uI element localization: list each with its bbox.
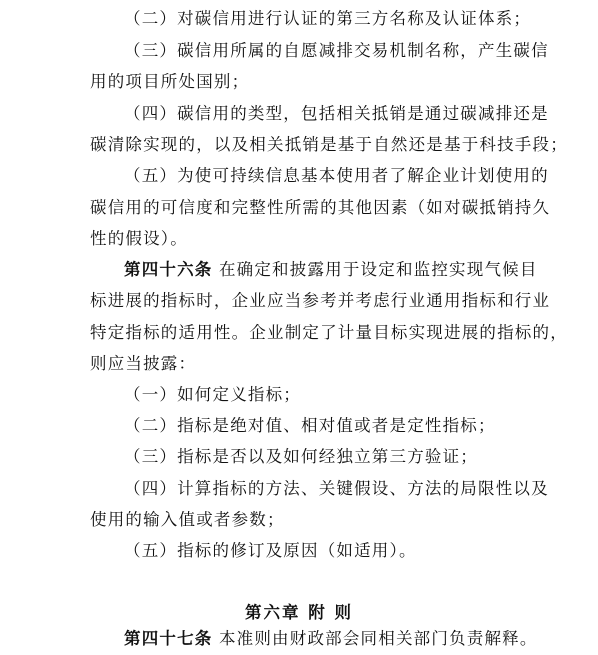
paragraph-line: 特定指标的适用性。企业制定了计量目标实现进展的指标的， [90, 323, 568, 342]
article-47-text: 本准则由财政部会同相关部门负责解释。 [212, 629, 538, 648]
list-item-continuation: 使用的输入值或者参数； [90, 510, 285, 529]
article-47-line [0, 627, 598, 651]
list-item: （二）指标是绝对值、相对值或者是定性指标； [124, 416, 496, 435]
paragraph-line: 则应当披露： [90, 354, 197, 373]
list-item: （三）指标是否以及如何经独立第三方验证； [124, 447, 478, 466]
list-item: （一）如何定义指标； [124, 385, 301, 404]
paragraph-line: 性的假设）。 [90, 229, 188, 248]
paragraph-line: （二）对碳信用进行认证的第三方名称及认证体系； [124, 9, 532, 28]
article-47-heading: 第四十七条 [124, 629, 213, 648]
chapter-title: 第六章 附 则 [245, 603, 353, 622]
list-item: （四）计算指标的方法、关键假设、方法的局限性以及 [124, 479, 549, 498]
article-46-heading: 第四十六条 [124, 260, 213, 279]
list-item: （五）指标的修订及原因（如适用）。 [124, 541, 417, 560]
article-46-text: 在确定和披露用于设定和监控实现气候目 [212, 260, 538, 279]
paragraph-line: （四）碳信用的类型，包括相关抵销是通过碳减排还是 [124, 104, 549, 123]
paragraph-line: （三）碳信用所属的自愿减排交易机制名称，产生碳信 [124, 41, 549, 60]
paragraph-line: 标进展的指标时，企业应当参考并考虑行业通用指标和行业 [90, 291, 551, 310]
paragraph-line: 碳信用的可信度和完整性所需的其他因素（如对碳抵销持久 [90, 198, 551, 217]
article-46-first-line [0, 258, 598, 282]
paragraph-line: 用的项目所处国别； [90, 72, 250, 91]
paragraph-line: 碳清除实现的，以及相关抵销是基于自然还是基于科技手段； [90, 135, 568, 154]
paragraph-line: （五）为使可持续信息基本使用者了解企业计划使用的 [124, 166, 549, 185]
